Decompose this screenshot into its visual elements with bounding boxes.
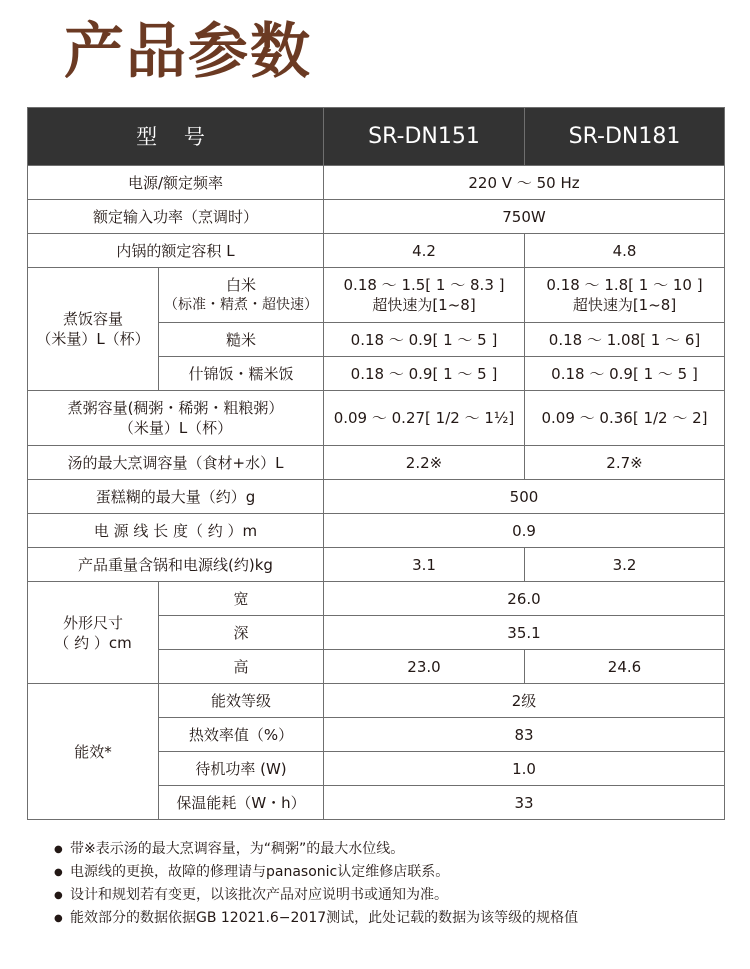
power-source-label: 电源/额定频率: [28, 166, 324, 200]
power-source-value: 220 V ～ 50 Hz: [324, 166, 725, 200]
white-rice-modes: （标准・精煮・超快速）: [164, 297, 318, 313]
brown-rice-value-151: 0.18 ～ 0.9[ 1 ～ 5 ]: [324, 323, 525, 357]
table-header-row: [28, 108, 725, 166]
footnotes: [54, 838, 578, 930]
rice-capacity-title: 煮饭容量: [62, 310, 123, 328]
table-row: [28, 582, 725, 616]
table-row: [28, 234, 725, 268]
soup-value-151: 2.2※: [324, 446, 525, 480]
weight-value-181: 3.2: [525, 548, 725, 582]
brown-rice-value-181: 0.18 ～ 1.08[ 1 ～ 6]: [525, 323, 725, 357]
porridge-value-151: 0.09 ～ 0.27[ 1/2 ～ 1½]: [324, 391, 525, 446]
model-header: 型 号: [28, 108, 324, 166]
footnote-item: ● 电源线的更换，故障的修理请与panasonic认定维修店联系。: [54, 861, 578, 884]
width-label: 宽: [159, 582, 324, 616]
table-row: [28, 514, 725, 548]
porridge-value-181: 0.09 ～ 0.36[ 1/2 ～ 2]: [525, 391, 725, 446]
mixed-rice-value-181: 0.18 ～ 0.9[ 1 ～ 5 ]: [525, 357, 725, 391]
depth-label: 深: [159, 616, 324, 650]
white-rice-title: 白米: [225, 276, 256, 294]
standby-power-value: 1.0: [324, 752, 725, 786]
cord-length-label: 电 源 线 长 度（ 约 ）m: [28, 514, 324, 548]
input-power-label: 额定输入功率（烹调时）: [28, 200, 324, 234]
rice-capacity-group: [28, 268, 159, 391]
weight-label: 产品重量含锅和电源线(约)kg: [28, 548, 324, 582]
soup-label: 汤的最大烹调容量（食材+水）L: [28, 446, 324, 480]
white-rice-label: [159, 268, 324, 323]
porridge-label: [28, 391, 324, 446]
porridge-unit: （米量）L（杯）: [118, 419, 233, 437]
efficiency-group: 能效*: [28, 684, 159, 820]
capacity-label: 内锅的额定容积 L: [28, 234, 324, 268]
energy-grade-label: 能效等级: [159, 684, 324, 718]
width-value: 26.0: [324, 582, 725, 616]
rice-capacity-unit: （米量）L（杯）: [36, 330, 150, 348]
keep-warm-label: 保温能耗（W・h）: [159, 786, 324, 820]
energy-grade-value: 2级: [324, 684, 725, 718]
white-rice-range-151: 0.18 ～ 1.5[ 1 ～ 8.3 ]: [343, 276, 505, 294]
page-title: 产品参数: [64, 17, 312, 87]
table-row: [28, 548, 725, 582]
height-value-181: 24.6: [525, 650, 725, 684]
input-power-value: 750W: [324, 200, 725, 234]
footnote-item: ● 设计和规划若有变更，以该批次产品对应说明书或通知为准。: [54, 884, 578, 907]
white-rice-fast-151: 超快速为[1~8]: [372, 296, 476, 314]
dimensions-title: 外形尺寸: [62, 613, 123, 632]
brown-rice-label: 糙米: [159, 323, 324, 357]
white-rice-fast-181: 超快速为[1~8]: [572, 296, 677, 314]
height-label: 高: [159, 650, 324, 684]
capacity-value-151: 4.2: [324, 234, 525, 268]
depth-value: 35.1: [324, 616, 725, 650]
table-row: [28, 480, 725, 514]
model-sr-dn181: SR-DN181: [525, 108, 725, 166]
table-row: [28, 268, 725, 323]
thermal-efficiency-value: 83: [324, 718, 725, 752]
mixed-rice-label: 什锦饭・糯米饭: [159, 357, 324, 391]
soup-value-181: 2.7※: [525, 446, 725, 480]
white-rice-value-151: [324, 268, 525, 323]
keep-warm-value: 33: [324, 786, 725, 820]
weight-value-151: 3.1: [324, 548, 525, 582]
capacity-value-181: 4.8: [525, 234, 725, 268]
table-row: [28, 200, 725, 234]
cord-length-value: 0.9: [324, 514, 725, 548]
table-row: [28, 166, 725, 200]
standby-power-label: 待机功率 (W): [159, 752, 324, 786]
white-rice-value-181: [525, 268, 725, 323]
height-value-151: 23.0: [324, 650, 525, 684]
mixed-rice-value-151: 0.18 ～ 0.9[ 1 ～ 5 ]: [324, 357, 525, 391]
cake-label: 蛋糕糊的最大量（约）g: [28, 480, 324, 514]
table-row: [28, 684, 725, 718]
table-row: [28, 446, 725, 480]
model-sr-dn151: SR-DN151: [324, 108, 525, 166]
footnote-item: ● 带※表示汤的最大烹调容量，为“稠粥”的最大水位线。: [54, 838, 578, 861]
thermal-efficiency-label: 热效率值（%）: [159, 718, 324, 752]
dimensions-unit: （ 约 ）cm: [54, 633, 132, 652]
porridge-title: 煮粥容量(稠粥・稀粥・粗粮粥）: [67, 399, 284, 417]
spec-table: [27, 107, 725, 820]
footnote-item: ● 能效部分的数据依据GB 12021.6−2017测试，此处记载的数据为该等级的规格值: [54, 907, 578, 930]
table-row: [28, 391, 725, 446]
dimensions-group: [28, 582, 159, 684]
cake-value: 500: [324, 480, 725, 514]
white-rice-range-181: 0.18 ～ 1.8[ 1 ～ 10 ]: [546, 276, 703, 294]
